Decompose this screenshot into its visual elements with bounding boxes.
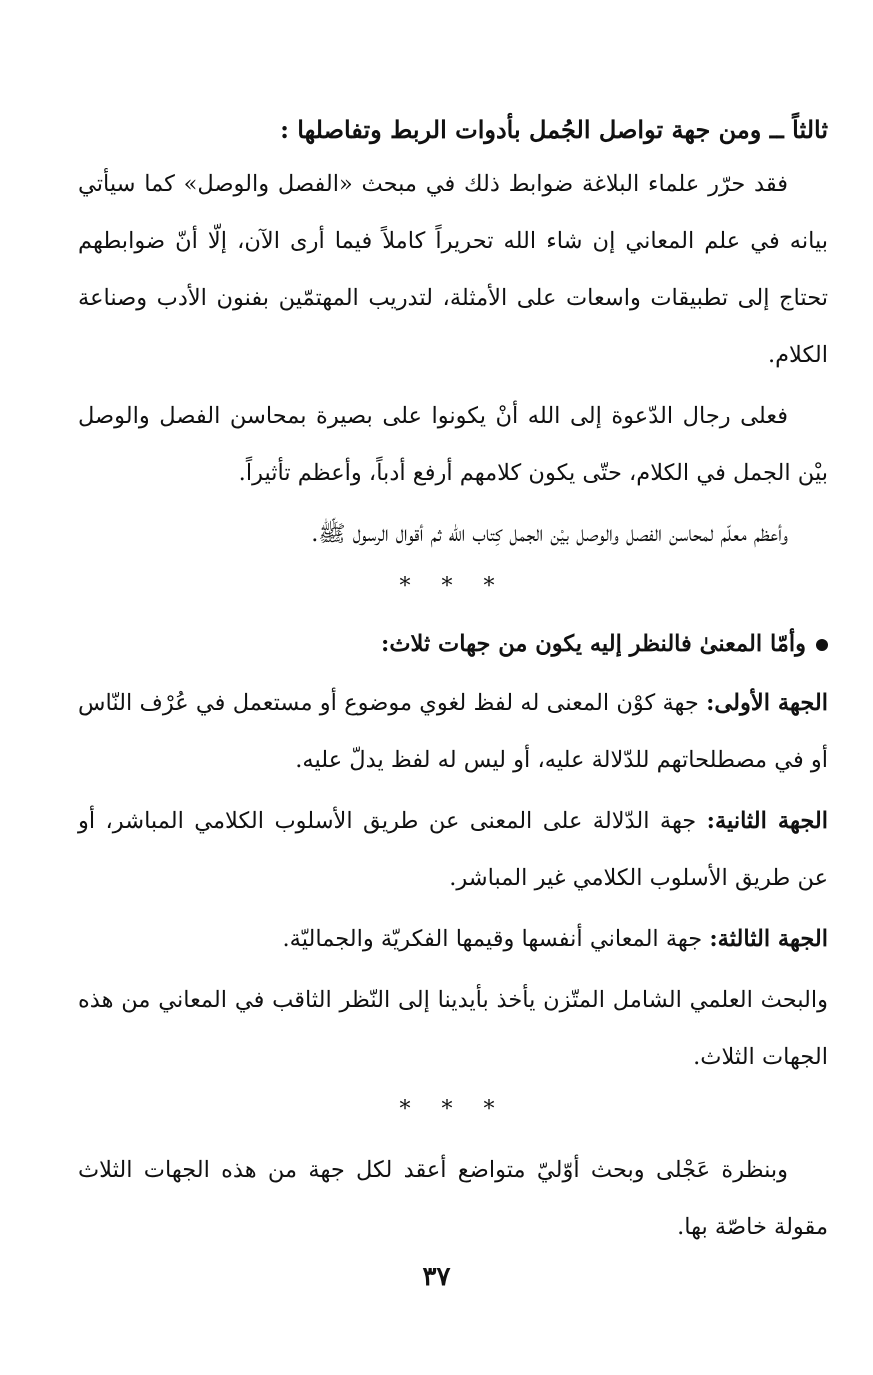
aspect-3-text: جهة المعاني أنفسها وقيمها الفكريّة والجماليّة. bbox=[282, 926, 710, 952]
aspect-3-term: الجهة الثالثة: bbox=[709, 926, 828, 952]
bullet-text: وأمّا المعنىٰ فالنظر إليه يكون من جهات ثلاث: bbox=[381, 631, 806, 657]
page-body bbox=[78, 108, 828, 1260]
page-number: ٣٧ bbox=[422, 1262, 451, 1292]
paragraph-3: وأعظم معلّم لمحاسن الفصل والوصل بيْن الجمل كِتاب الله ثم أقوال الرسول ﷺ. bbox=[311, 521, 788, 547]
paragraph-5: وبنظرة عَجْلى وبحث أوّليّ متواضع أعقد لكل جهة من هذه الجهات الثلاث مقولة خاصّة بها. bbox=[78, 1157, 828, 1240]
paragraph-4: والبحث العلمي الشامل المتّزن يأخذ بأيدينا إلى النّظر الثاقب في المعاني من هذه الجهات الثلاث. bbox=[78, 987, 828, 1070]
aspect-2-term: الجهة الثانية: bbox=[706, 808, 828, 834]
aspect-3 bbox=[78, 911, 828, 968]
aspect-1-text: جهة كوْن المعنى له لفظ لغوي موضوع أو مستعمل في عُرْف النّاس أو في مصطلحاتهم للدّلالة عليه، أو ليس له لفظ يدلّ عليه. bbox=[78, 690, 828, 773]
aspect-1-term: الجهة الأولى: bbox=[706, 690, 828, 716]
aspect-2-text: جهة الدّلالة على المعنى عن طريق الأسلوب الكلامي المباشر، أو عن طريق الأسلوب الكلامي غير المباشر. bbox=[78, 808, 828, 891]
aspect-1 bbox=[78, 675, 828, 789]
section-divider-2: * * * bbox=[399, 1097, 507, 1122]
bullet-heading bbox=[78, 619, 828, 669]
paragraph-1: فقد حرّر علماء البلاغة ضوابط ذلك في مبحث «الفصل والوصل» كما سيأتي بيانه في علم المعاني إن شاء الله تحريراً كاملاً فيما أرى الآن، إلّا أنّ ضوابطهم تحتاج إلى تطبيقات واسعات على الأمثلة، لتدريب المهتمّين بفنون الأدب وصناعة الكلام. bbox=[78, 171, 828, 368]
paragraph-2: فعلى رجال الدّعوة إلى الله أنْ يكونوا على بصيرة بمحاسن الفصل والوصل بيْن الجمل في الكلام، حتّى يكون كلامهم أرفع أدباً، وأعظم تأثيراً. bbox=[78, 403, 828, 486]
section-heading: ثالثاً ــ ومن جهة تواصل الجُمل بأدوات الربط وتفاصلها : bbox=[280, 115, 828, 144]
bullet-icon bbox=[816, 639, 828, 651]
section-divider-1: * * * bbox=[399, 574, 507, 599]
aspect-2 bbox=[78, 793, 828, 907]
